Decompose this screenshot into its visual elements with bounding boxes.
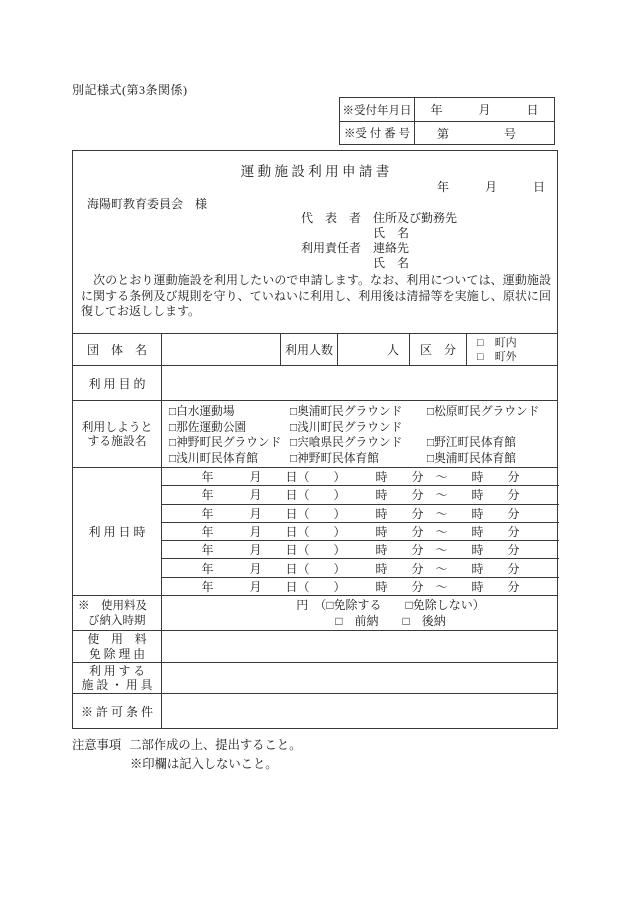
facility-option	[169, 420, 290, 436]
facilities-line	[169, 451, 559, 467]
checkbox-icon[interactable]: □	[477, 336, 484, 349]
facilities-line	[169, 404, 559, 420]
usage-datetime-rows	[162, 468, 559, 595]
group-name-label: 団 体 名	[86, 343, 147, 357]
checkbox-icon[interactable]: □	[290, 420, 298, 434]
receipt-date-label: ※受付年月日	[342, 104, 412, 117]
checkbox-icon[interactable]: □	[290, 436, 298, 450]
usage-date-field[interactable]: 年 月 日（ ） 時 分 ～ 時 分	[201, 470, 520, 485]
fee-label-line2: び納入時期	[88, 614, 146, 627]
facility-option-label: 浅川町民体育館	[176, 452, 258, 466]
facility-option-label: 松原町民グラウンド	[434, 405, 540, 418]
people-count-label: 利用人数	[280, 334, 337, 365]
receipt-date-field[interactable]: 年 月 日	[414, 98, 554, 121]
fee-label	[73, 596, 161, 630]
facility-option	[290, 404, 427, 420]
fee-row	[73, 595, 557, 630]
facility-option-label: 神野町民体育館	[297, 452, 379, 466]
application-table	[72, 150, 558, 729]
facility-option	[290, 420, 427, 436]
usage-date-field[interactable]: 年 月 日（ ） 時 分 ～ 時 分	[162, 558, 559, 576]
manager-name-label[interactable]: 氏 名	[373, 256, 410, 270]
facility-option	[427, 435, 559, 451]
purpose-row	[73, 365, 557, 400]
representative-block	[301, 211, 457, 271]
notes-line1	[72, 736, 301, 755]
facility-option	[290, 451, 427, 467]
checkbox-icon[interactable]: □	[427, 452, 435, 466]
usage-datetime-label: 利 用 日 時	[88, 525, 146, 539]
people-count-field[interactable]	[337, 334, 409, 365]
checkbox-icon[interactable]: □	[402, 614, 410, 628]
group-name-field[interactable]	[161, 334, 280, 365]
permit-conditions-row	[73, 693, 557, 728]
fee-exempt-option-label: 免除する	[333, 597, 382, 612]
facility-option-label: 那佐運動公園	[176, 420, 247, 434]
facilities-line	[169, 420, 559, 436]
facility-option-label: 神野町民グラウンド	[176, 436, 282, 450]
checkbox-icon[interactable]: □	[427, 405, 435, 418]
checkbox-icon[interactable]: □	[169, 436, 177, 450]
manager-row	[301, 241, 457, 256]
spacer	[301, 256, 363, 271]
category-options	[466, 334, 558, 365]
exemption-label-line2: 免 除 理 由	[88, 646, 146, 661]
checkbox-icon[interactable]: □	[290, 405, 298, 418]
category-option-inside	[477, 336, 558, 350]
facility-option-empty	[427, 420, 559, 436]
equipment-row	[73, 662, 557, 693]
spacer	[378, 614, 402, 628]
facility-option-label: 宍喰県民グラウンド	[297, 436, 403, 450]
permit-conditions-field[interactable]	[161, 694, 559, 728]
representative-label: 代 表 者	[301, 211, 362, 225]
facility-option	[169, 451, 290, 467]
facilities-label	[73, 401, 161, 467]
notes-label: 注意事項	[72, 738, 122, 752]
form-header-section	[73, 151, 557, 333]
checkbox-icon[interactable]: □	[169, 452, 177, 466]
exemption-reason-label	[73, 631, 161, 662]
receipt-number-field[interactable]	[414, 122, 554, 144]
purpose-label: 利 用 目 的	[88, 376, 146, 391]
representative-address-label[interactable]: 住所及び勤務先	[373, 211, 458, 225]
checkbox-icon[interactable]: □	[169, 405, 177, 418]
footer-notes	[72, 736, 301, 774]
representative-name-row	[301, 226, 457, 241]
category-option-label: 町外	[494, 350, 517, 363]
facilities-line	[169, 435, 559, 451]
facility-option-label: 浅川町民グラウンド	[297, 420, 403, 434]
facilities-row	[73, 400, 557, 467]
manager-name-row	[301, 256, 457, 271]
usage-date-field[interactable]: 年 月 日（ ） 時 分 ～ 時 分	[162, 522, 559, 540]
pledge-paragraph: 次のとおり運動施設を利用したいので申請します。なお、利用については、運動施設に関する条例及び規則を守り、ていねいに利用し、利用後は清掃等を実施し、原状に回復してお返しします。	[81, 273, 551, 318]
receipt-number-suffix: 号	[503, 126, 516, 141]
facility-option	[427, 404, 559, 420]
category-option-outside	[477, 350, 558, 364]
fee-amount-field[interactable]: 円 （	[296, 597, 327, 612]
checkbox-icon[interactable]: □	[427, 436, 435, 450]
manager-label: 利用責任者	[301, 241, 362, 255]
fee-postpay-option-label: 後納	[409, 614, 446, 628]
receipt-number-label: ※受 付 番 号	[343, 128, 411, 140]
exemption-reason-row	[73, 630, 557, 662]
usage-date-field[interactable]: 年 月 日（ ） 時 分 ～ 時 分	[162, 485, 559, 503]
exemption-reason-field[interactable]	[161, 631, 559, 662]
category-option-label: 町内	[494, 336, 517, 349]
fee-no-exempt-option-label: 免除しない	[412, 597, 473, 612]
receipt-date-row	[340, 98, 554, 121]
facility-option-label: 奥浦町民体育館	[434, 452, 516, 466]
manager-contact-label[interactable]: 連絡先	[373, 241, 410, 255]
receipt-box	[339, 97, 555, 145]
purpose-field[interactable]	[161, 366, 559, 400]
spacer	[381, 598, 405, 612]
checkbox-icon[interactable]: □	[477, 350, 484, 363]
usage-datetime-row	[73, 467, 557, 595]
receipt-number-prefix: 第	[437, 126, 450, 141]
checkbox-icon[interactable]: □	[290, 452, 298, 466]
facility-option-label: 奥浦町民グラウンド	[297, 405, 403, 418]
facilities-label-line1: 利用しようと	[81, 419, 153, 434]
category-label: 区 分	[409, 334, 466, 365]
group-row	[73, 333, 557, 365]
checkbox-icon[interactable]: □	[335, 614, 343, 628]
facility-option	[169, 404, 290, 420]
exemption-label-line1: 使 用 料	[87, 632, 147, 646]
facilities-options	[161, 401, 559, 467]
checkbox-icon[interactable]: □	[326, 597, 334, 612]
usage-date-field[interactable]: 年 月 日（ ） 時 分 ～ 時 分	[162, 577, 559, 595]
document-title: 運 動 施 設 利 用 申 請 書	[240, 164, 390, 179]
facilities-label-line2: する施設名	[87, 434, 147, 448]
representative-row	[301, 211, 457, 226]
representative-name-label[interactable]: 氏 名	[373, 226, 410, 240]
application-date-field[interactable]: 年 月 日	[436, 180, 545, 194]
fee-amount-line	[296, 597, 485, 614]
facility-option-label: 白水運動場	[176, 405, 235, 418]
equipment-label-line1: 利 用 す る	[88, 663, 146, 678]
fee-prepay-option-label: 前納	[342, 614, 379, 628]
checkbox-icon[interactable]: □	[169, 420, 177, 434]
notes-text1: 二部作成の上、提出すること。	[129, 738, 302, 752]
usage-date-field[interactable]: 年 月 日（ ） 時 分 ～ 時 分	[162, 540, 559, 558]
facility-option	[169, 435, 290, 451]
addressee: 海陽町教育委員会 様	[87, 197, 208, 211]
facility-option	[427, 451, 559, 467]
usage-date-field[interactable]: 年 月 日（ ） 時 分 ～ 時 分	[162, 504, 559, 522]
checkbox-icon[interactable]: □	[405, 597, 413, 612]
equipment-label-line2: 施 設 ・ 用 具	[81, 678, 153, 692]
equipment-label	[73, 663, 161, 693]
fee-label-line1: ※ 使用料及	[78, 600, 147, 612]
facility-option	[290, 435, 427, 451]
paren-close: ）	[472, 597, 485, 612]
spacer	[301, 226, 363, 241]
notes-text2: ※印欄は記入しないこと。	[130, 757, 278, 771]
permit-conditions-label: ※ 許 可 条 件	[80, 704, 153, 719]
fee-content	[161, 596, 559, 630]
people-unit: 人	[386, 343, 399, 357]
facility-option-label: 野江町民体育館	[434, 436, 516, 450]
fee-payment-line	[335, 613, 446, 630]
form-reference-note: 別記様式(第3条関係)	[72, 83, 188, 97]
receipt-number-row	[340, 121, 554, 144]
equipment-field[interactable]	[161, 663, 559, 693]
